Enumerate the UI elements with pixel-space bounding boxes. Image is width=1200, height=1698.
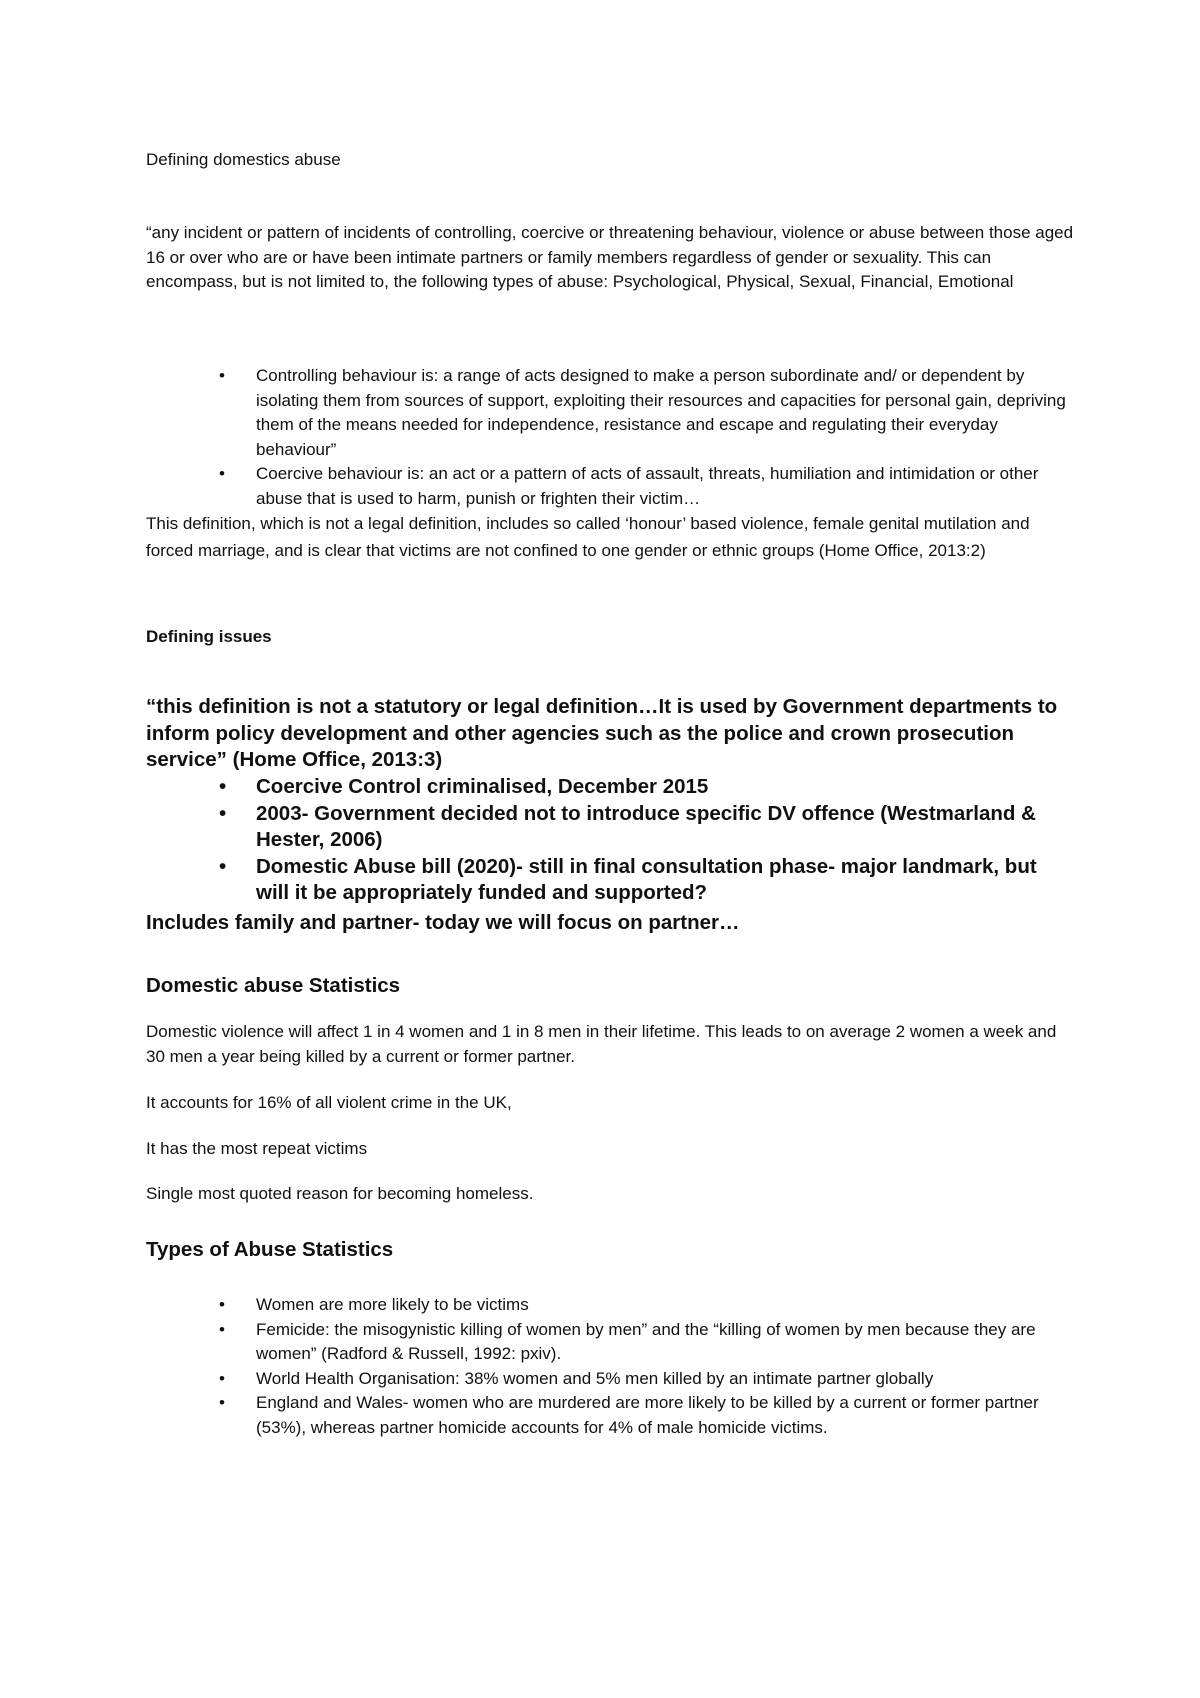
list-item: • Coercive behaviour is: an act or a pattern of acts of assault, threats, humiliation and intimidation or other abuse that is used to harm, punish or frighten their victim…	[219, 462, 1069, 511]
issues-bullet-list	[219, 774, 1059, 907]
section-heading-defining-issues: Defining issues	[146, 627, 272, 646]
stats-paragraph: Single most quoted reason for becoming homeless.	[146, 1184, 534, 1203]
page-title: Defining domestics abuse	[146, 150, 341, 169]
list-item: • 2003- Government decided not to introduce specific DV offence (Westmarland & Hester, 2006)	[219, 801, 1059, 854]
issues-quote: “this definition is not a statutory or legal definition…It is used by Government departments to inform policy development and other agencies such as the police and crown prosecution service” (Home Office, 2013:3)	[146, 695, 1058, 771]
section-heading-types: Types of Abuse Statistics	[146, 1238, 394, 1261]
definition-bullet-list	[219, 364, 1069, 511]
section-heading-statistics: Domestic abuse Statistics	[146, 974, 401, 997]
list-item: • Women are more likely to be victims	[219, 1293, 1059, 1318]
stats-paragraph: Domestic violence will affect 1 in 4 women and 1 in 8 men in their lifetime. This leads to on average 2 women a week and 30 men a year being killed by a current or former partner.	[146, 1022, 1057, 1066]
definition-note: This definition, which is not a legal definition, includes so called ‘honour’ based violence, female genital mutilation and forced marriage, and is clear that victims are not confined to one gender or ethnic groups (Home Office, 2013:2)	[146, 514, 1030, 560]
list-item: • Femicide: the misogynistic killing of women by men” and the “killing of women by men because they are women” (Radford & Russell, 1992: pxiv).	[219, 1318, 1059, 1367]
list-item: • World Health Organisation: 38% women and 5% men killed by an intimate partner globally	[219, 1367, 1059, 1392]
list-item: • England and Wales- women who are murdered are more likely to be killed by a current or former partner (53%), whereas partner homicide accounts for 4% of male homicide victims.	[219, 1391, 1059, 1440]
stats-paragraph: It has the most repeat victims	[146, 1139, 368, 1158]
list-item: • Controlling behaviour is: a range of acts designed to make a person subordinate and/ or dependent by isolating them from sources of support, exploiting their resources and capacities for personal gain, depriving them of the means needed for independence, resistance and escape and regulating their everyday behaviour”	[219, 364, 1069, 462]
list-item: • Coercive Control criminalised, December 2015	[219, 774, 1059, 801]
issues-footer: Includes family and partner- today we will focus on partner…	[146, 911, 740, 934]
stats-paragraph: It accounts for 16% of all violent crime in the UK,	[146, 1093, 512, 1112]
types-bullet-list	[219, 1293, 1059, 1440]
list-item: • Domestic Abuse bill (2020)- still in final consultation phase- major landmark, but will it be appropriately funded and supported?	[219, 854, 1059, 907]
definition-quote: “any incident or pattern of incidents of controlling, coercive or threatening behaviour, violence or abuse between those aged 16 or over who are or have been intimate partners or family members regardless of gender or sexuality. This can encompass, but is not limited to, the following types of abuse: Psychological, Physical, Sexual, Financial, Emotional	[146, 223, 1074, 291]
